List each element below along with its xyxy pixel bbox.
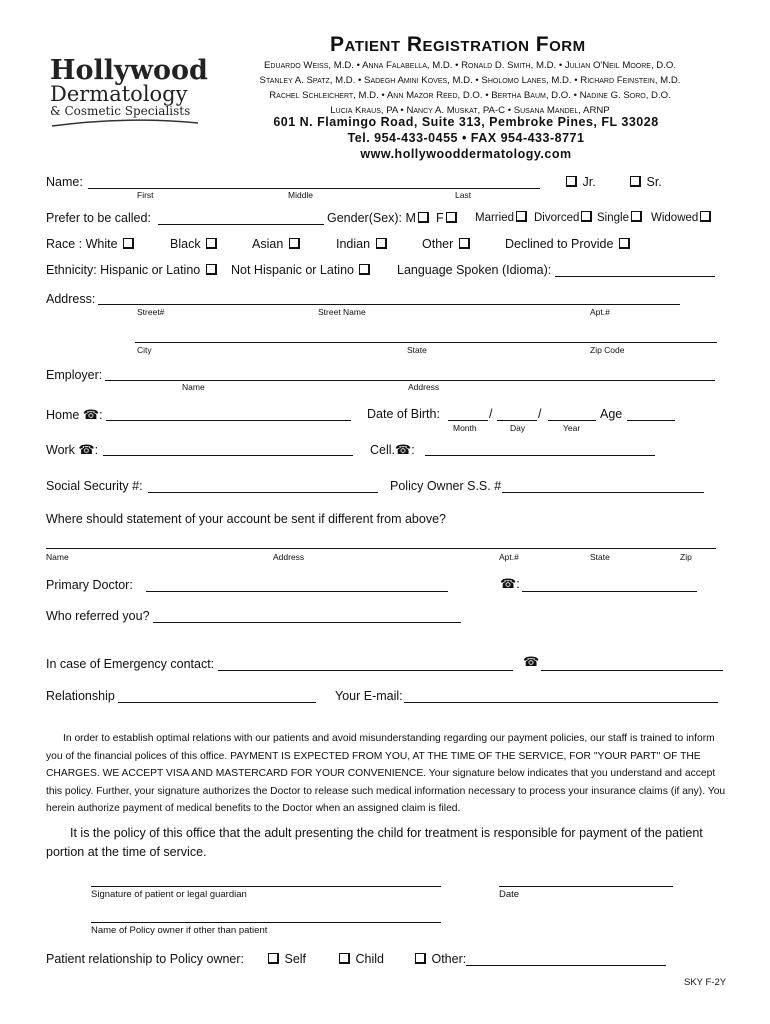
declined-label: Declined to Provide [505, 237, 614, 251]
prefer-label: Prefer to be called: [46, 211, 151, 225]
ssn-field[interactable] [148, 492, 378, 493]
widowed-label: Widowed [651, 212, 699, 224]
signature-sublabel: Signature of patient or legal guardian [91, 889, 247, 900]
work-phone-field[interactable] [103, 455, 353, 456]
street-num-sublabel: Street# [137, 307, 165, 317]
policy-ssn-field[interactable] [502, 492, 704, 493]
last-sublabel: Last [455, 190, 472, 200]
age-field[interactable] [627, 420, 675, 421]
language-field[interactable] [555, 276, 715, 277]
race-indian-checkbox[interactable] [336, 237, 389, 251]
logo [48, 55, 208, 130]
primary-doctor-field[interactable] [146, 591, 448, 592]
phone-icon: ☎ [395, 442, 412, 457]
child-label: Child [355, 952, 384, 966]
asian-label: Asian [252, 237, 284, 251]
cell-phone-label [370, 442, 415, 458]
relationship-owner-label: Patient relationship to Policy owner: [46, 952, 245, 966]
address-street-field[interactable] [98, 304, 680, 305]
race-black-checkbox[interactable] [170, 237, 219, 251]
logo-line1: Hollywood [50, 55, 208, 86]
relationship-label: Relationship [46, 689, 115, 703]
statement-question: Where should statement of your account be sent if different from above? [46, 512, 446, 526]
dob-slash-1: / [489, 407, 493, 421]
primary-doctor-label: Primary Doctor: [46, 578, 133, 592]
signature-field[interactable] [91, 886, 441, 887]
policy-ssn-label: Policy Owner S.S. # [390, 479, 502, 493]
black-label: Black [170, 237, 201, 251]
dob-slash-2: / [538, 407, 542, 421]
payment-policy-text: In order to establish optimal relations with our patients and avoid misunderstanding regarding our payment policies, our staff is trained to inform you of the financial polices of this office. PAYMENT IS EXPECTED FROM YOU, AT THE TIME OF THE SERVICE, FOR "YOUR PART" OF THE CHARGES. WE ACCEPT VISA AND MASTERCARD FOR YOUR CONVENIENCE. Your signature below indicates that you understand and accept this policy. Further, your signature authorizes the Doctor to release such medical information necessary to process your insurance claims (if any). You herein authorize payment of medical benefits to the Doctor when an assigned claim is filed. [46, 733, 726, 814]
child-policy-text: It is the policy of this office that the adult presenting the child for treatment is responsible for payment of the patient portion at the time of service. [46, 826, 703, 859]
not-hispanic-label: Not Hispanic or Latino [231, 263, 354, 277]
race-white-checkbox[interactable] [46, 237, 136, 251]
single-label: Single [597, 212, 629, 224]
language-label: Language Spoken (Idioma): [397, 263, 552, 277]
email-label: Your E-mail: [335, 689, 403, 703]
office-address: 601 N. Flamingo Road, Suite 313, Pembroke Pines, FL 33028 [273, 115, 659, 129]
primary-phone-label [500, 576, 520, 592]
single-checkbox[interactable] [597, 211, 644, 224]
statement-zip-sublabel: Zip [680, 552, 692, 562]
page-title: Patient Registration Form [330, 33, 586, 56]
ssn-label: Social Security #: [46, 479, 143, 493]
divorced-label: Divorced [534, 212, 580, 224]
statement-name-sublabel: Name [46, 552, 69, 562]
dob-year-field[interactable] [548, 420, 596, 421]
office-website: www.hollywooddermatology.com [360, 147, 572, 161]
hispanic-checkbox[interactable] [46, 263, 219, 277]
not-hispanic-checkbox[interactable] [231, 263, 372, 277]
emergency-label: In case of Emergency contact: [46, 657, 215, 671]
date-field[interactable] [499, 886, 673, 887]
emergency-phone-field[interactable] [541, 670, 723, 671]
city-sublabel: City [137, 345, 152, 355]
middle-sublabel: Middle [288, 190, 314, 200]
logo-line2: Dermatology [50, 82, 188, 106]
work-label: Work [46, 443, 75, 457]
other-relationship-field[interactable] [466, 965, 666, 966]
phone-icon: ☎ [500, 576, 517, 591]
dob-month-field[interactable] [448, 420, 488, 421]
work-colon: : [94, 443, 99, 457]
employer-address-sublabel: Address [408, 382, 440, 392]
month-sublabel: Month [453, 423, 477, 433]
phone-icon: ☎ [78, 442, 95, 457]
primary-colon: : [516, 577, 520, 591]
other-label: Other [422, 237, 454, 251]
address-city-field[interactable] [135, 342, 717, 343]
dob-day-field[interactable] [497, 420, 537, 421]
form-code: SKY F-2Y [684, 977, 727, 988]
primary-phone-field[interactable] [522, 591, 697, 592]
zip-sublabel: Zip Code [590, 345, 625, 355]
indian-label: Indian [336, 237, 371, 251]
widowed-checkbox[interactable] [651, 211, 713, 224]
apt-sublabel: Apt.# [590, 307, 610, 317]
statement-address-sublabel: Address [273, 552, 305, 562]
gender-f-checkbox[interactable] [436, 211, 459, 225]
relationship-field[interactable] [118, 702, 316, 703]
year-sublabel: Year [563, 423, 581, 433]
race-label: Race : White [46, 237, 118, 251]
gender-label: Gender(Sex): M [327, 211, 416, 225]
name-field[interactable] [88, 188, 540, 189]
name-label: Name: [46, 175, 83, 189]
married-checkbox[interactable] [475, 211, 529, 224]
gender-f-label: F [436, 211, 444, 225]
doctors-line-1: Eduardo Weiss, M.D. • Anna Falabella, M.D. • Ronald D. Smith, M.D. • Julian O'Neil Moore, D.O. [263, 60, 677, 71]
employer-field[interactable] [105, 380, 715, 381]
referred-label: Who referred you? [46, 609, 150, 623]
race-declined-checkbox[interactable] [505, 237, 632, 251]
prefer-field[interactable] [158, 224, 324, 225]
self-label: Self [284, 952, 307, 966]
policy-owner-field[interactable] [91, 922, 441, 923]
address-label: Address: [46, 292, 96, 306]
home-colon: : [99, 408, 103, 422]
self-checkbox[interactable] [266, 952, 306, 966]
date-sublabel: Date [499, 889, 520, 900]
cell-phone-field[interactable] [425, 455, 655, 456]
logo-line3: & Cosmetic Specialists [50, 104, 191, 118]
jr-label: Jr. [582, 175, 596, 189]
doctors-line-4: Lucia Kraus, PA • Nancy A. Muskat, PA-C • Susana Mandel, ARNP [330, 105, 610, 116]
phone-icon: ☎ [82, 407, 100, 422]
employer-label: Employer: [46, 368, 103, 382]
referred-field[interactable] [153, 622, 461, 623]
street-name-sublabel: Street Name [318, 307, 366, 317]
race-other-checkbox[interactable] [422, 237, 472, 251]
home-label: Home [46, 408, 80, 422]
other-checkbox[interactable] [413, 952, 466, 966]
doctors-line-3: Rachel Schleichert, M.D. • Ann Mazor Reed, D.O. • Bertha Baum, D.O. • Nadine G. Soro, D.O. [269, 90, 671, 101]
home-phone-field[interactable] [106, 420, 351, 421]
other-relationship-label: Other: [431, 952, 467, 966]
gender-m-checkbox[interactable] [327, 211, 431, 225]
email-field[interactable] [404, 702, 718, 703]
cell-label: Cell. [370, 443, 396, 457]
home-phone-label [46, 407, 103, 423]
first-sublabel: First [137, 190, 154, 200]
office-phones: Tel. 954-433-0455 • FAX 954-433-8771 [347, 131, 585, 145]
child-checkbox[interactable] [337, 952, 384, 966]
jr-checkbox[interactable] [564, 175, 596, 189]
statement-apt-sublabel: Apt.# [499, 552, 519, 562]
age-label: Age [600, 407, 623, 421]
dob-label: Date of Birth: [367, 407, 440, 421]
day-sublabel: Day [510, 423, 526, 433]
cell-colon: : [411, 443, 415, 457]
employer-name-sublabel: Name [182, 382, 205, 392]
logo-swoosh [48, 118, 208, 130]
sr-label: Sr. [646, 175, 662, 189]
work-phone-label [46, 442, 98, 458]
statement-field[interactable] [46, 548, 716, 549]
state-sublabel: State [407, 345, 427, 355]
race-asian-checkbox[interactable] [252, 237, 302, 251]
sr-checkbox[interactable] [628, 175, 662, 189]
divorced-checkbox[interactable] [534, 211, 594, 224]
phone-icon: ☎ [523, 654, 540, 669]
married-label: Married [475, 212, 514, 224]
statement-state-sublabel: State [590, 552, 610, 562]
emergency-field[interactable] [218, 670, 513, 671]
policy-owner-sublabel: Name of Policy owner if other than patient [91, 925, 268, 936]
hispanic-label: Ethnicity: Hispanic or Latino [46, 263, 201, 277]
doctors-line-2: Stanley A. Spatz, M.D. • Sadegh Amini Koves, M.D. • Sholomo Lanes, M.D. • Richard Feinstein, M.D. [259, 75, 681, 86]
